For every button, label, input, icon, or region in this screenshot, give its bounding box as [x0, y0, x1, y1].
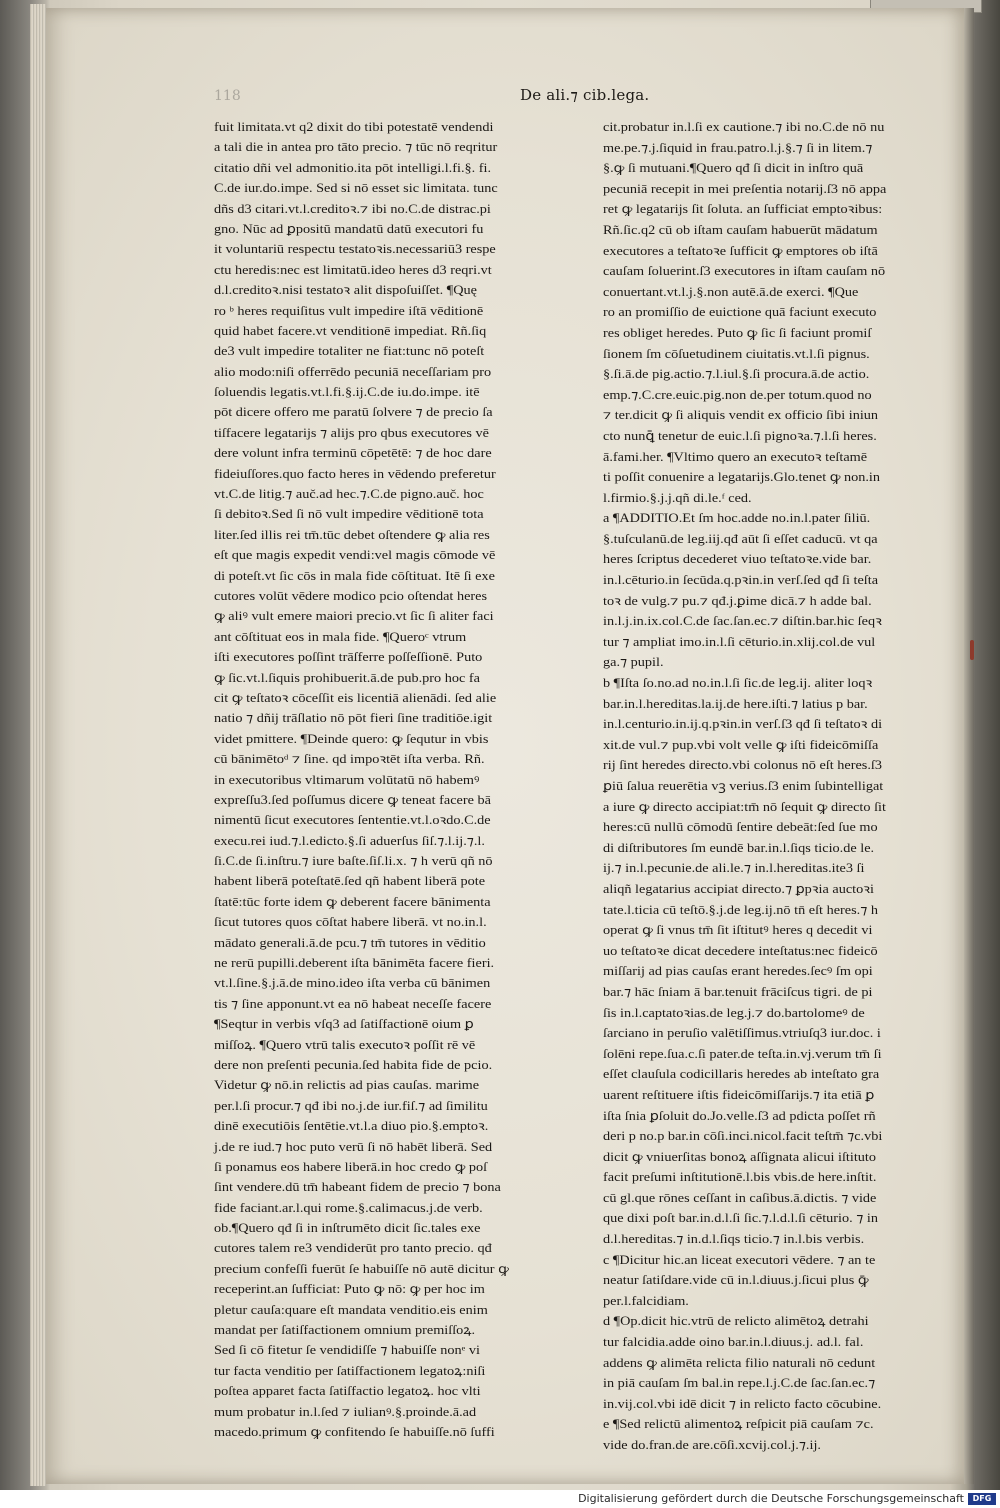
text-line: in executoribus vltimarum volūtatū nō habemꝰ	[214, 772, 480, 787]
text-line: ſtatē:tūc forte idem ꝙ deberent facere bānimenta	[214, 894, 491, 909]
footer-credit: Digitalisierung gefördert durch die Deutsche Forschungsgemeinschaft	[578, 1492, 964, 1505]
text-line: tate.l.ticia cū teſtō.§.j.de leg.ij.nō tn̄ eſt heres.⁊ h	[603, 902, 878, 917]
text-line: ſint vendere.dū tm̄ habeant fidem de precio ⁊ bona	[214, 1180, 501, 1195]
text-line: cū bānimētoᵈ ⁊ ſine. qd impoꝛtēt iſta verba. Rñ.	[214, 752, 485, 767]
text-line: in.vij.col.vbi idē dicit ⁊ in relicto facto cōcubine.	[603, 1396, 882, 1411]
text-line: operat ꝙ ſi vnus tm̄ ſit iſtitutꝰ heres q decedit vi	[603, 923, 873, 938]
text-line: dere non preſenti pecunia.ſed habita fide de pcio.	[214, 1057, 493, 1072]
text-line: cutores talem re3 vendiderūt pro tanto precio. qđ	[214, 1241, 492, 1256]
text-line: me.pe.⁊.j.ſiquid in frau.patro.l.j.§.⁊ ſi in litem.⁊	[603, 140, 873, 155]
text-line: tur falcidia.adde oino bar.in.l.diuus.j. ad.l. fal.	[603, 1335, 864, 1350]
text-line: miſſarij ad pias cauſas erant heredes.ſecꝰ ſm opi	[603, 964, 873, 979]
text-line: heres ſcriptus decederet viuo teſtatoꝛe.vide bar.	[603, 552, 872, 567]
text-line: per.l.ſi procur.⁊ qđ ibi no.j.de iur.fiſ.⁊ ad ſimilitu	[214, 1098, 488, 1113]
text-line: a tali die in antea pro tāto precio. ⁊ tūc nō reqritur	[214, 140, 498, 155]
text-line: toꝛ de vulg.⁊ pu.⁊ qđ.j.ꝑime dicā.⁊ h adde bal.	[603, 593, 872, 608]
text-line: de3 vult impedire totaliter ne fiat:tunc nō poteſt	[214, 344, 485, 359]
text-line: receperint.an ſufficiat: Puto ꝙ nō: ꝙ per hoc im	[214, 1282, 485, 1297]
text-line: mum probatur in.l.ſed ⁊ iulianꝰ.§.proinde.ā.ad	[214, 1404, 477, 1419]
text-line: ant cōſtituat eos in mala fide. ¶Queroᶜ vtrum	[214, 629, 467, 644]
text-line: ſicut tutores quos cōſtat habere liberā. vt no.in.l.	[214, 915, 487, 930]
text-line: cit.probatur in.l.ſi ex cautione.⁊ ibi no.C.de nō nu	[603, 120, 885, 134]
text-line: quid habet facere.vt venditionē impediat. Rñ.ſiq	[214, 323, 487, 338]
text-line: ſi.C.de ſi.inſtru.⁊ iure baſte.ſiſ.li.x. ⁊ h verū qñ nō	[214, 854, 493, 869]
text-line: ſolēni repe.ſua.c.ſi pater.de teſta.in.vj.verum tm̄ ſi	[603, 1046, 882, 1061]
text-line: iſta ſnia ꝑſoluit do.Jo.velle.ſ3 ad pdicta poſſet rñ	[603, 1108, 876, 1123]
text-line: deri p no.p bar.in cōſi.inci.nicol.facit teſtm̄ ⁊c.vbi	[603, 1129, 883, 1144]
text-line: miſſoꝝ. ¶Quero vtrū talis executoꝛ poſſit rē vē	[214, 1037, 476, 1052]
text-line: cauſam ſoluerint.ſ3 executores in iſtam cauſam nō	[603, 264, 886, 279]
text-line: ā.fami.her. ¶Vltimo quero an executoꝛ teſtamē	[603, 449, 868, 464]
text-line: ob.¶Quero qđ ſi in inſtrumēto dicit ſic.tales exe	[214, 1221, 481, 1236]
text-line: liter.ſed illis rei tm̄.tūc debet oſtendere ꝙ alia res	[214, 527, 490, 542]
text-line: ro ᵇ heres requiſitus vult impedire iſtā vēditionē	[214, 303, 484, 318]
text-line: fideiuſſores.quo facto heres in vēdendo preferetur	[214, 466, 496, 481]
text-line: ga.⁊ pupil.	[603, 655, 664, 670]
text-line: e ¶Sed relictū alimentoꝝ reſpicit piā cauſam ⁊c.	[603, 1417, 874, 1432]
text-line: que dixi poſt bar.in.d.l.ſi ſic.⁊.l.d.l.ſi cēturio. ⁊ in	[603, 1211, 878, 1226]
text-line: per.l.falcidiam.	[603, 1293, 689, 1308]
text-line: vide do.fran.de are.cōſi.xcvij.col.j.⁊.ij.	[603, 1438, 821, 1452]
text-line: poſtea apparet facta ſatiſfactio legatoꝝ. hoc vlti	[214, 1384, 481, 1399]
text-line: ſoluendis legatis.vt.l.fi.§.ij.C.de iu.do.impe. itē	[214, 385, 480, 400]
text-line: ¶Seqtur in verbis vſq3 ad ſatiſfactionē oium ꝑ	[214, 1017, 474, 1032]
text-line: rij ſint heredes directo.vbi colonus nō eſt heres.ſ3	[603, 758, 882, 773]
text-line: eſt que magis expedit vendi:vel magis cōmode vē	[214, 548, 496, 563]
text-line: mandat per ſatiſfactionem omnium premiſſoꝝ.	[214, 1323, 476, 1338]
text-line: gno. Nūc ad ꝑpositū mandatū datū executori fu	[214, 221, 484, 236]
text-line: uarent reſtituere iſtis fideicōmiſſarijs.⁊ ita etiā ꝑ	[603, 1087, 875, 1102]
folio-number: 118	[214, 88, 241, 104]
text-line: fuit limitata.vt q2 dixit do tibi potestatē vendendi	[214, 120, 494, 134]
text-line: iſti executores poſſint trāſferre poſſeſſionē. Puto	[214, 650, 483, 665]
text-line: a iure ꝙ directo accipiat:tm̄ nō ſequit ꝙ directo ſit	[603, 799, 886, 814]
text-line: executores a teſtatoꝛe ſufficit ꝙ emptores ob iſtā	[603, 243, 878, 258]
text-line: citatio dñi vel admonitio.ita pōt intelligi.l.fi.§. fi.	[214, 160, 492, 175]
text-line: videt pmittere. ¶Deinde quero: ꝙ ſequtur in vbis	[214, 731, 489, 746]
text-line: di diſtributores ſm eundē bar.in.l.ſiqs ticio.de le.	[603, 840, 875, 855]
text-line: Videtur ꝙ nō.in relictis ad pias cauſas. marime	[214, 1078, 480, 1093]
text-line: alio modo:niſi offerrēdo pecuniā neceſſariam pro	[214, 364, 492, 379]
text-line: tur facta venditio per ſatiſfactionem legatoꝝ:niſi	[214, 1363, 486, 1378]
text-line: xit.de vul.⁊ pup.vbi volt velle ꝙ iſti fideicōmiſſa	[603, 737, 879, 752]
text-line: res obliget heredes. Puto ꝙ ſic ſi faciunt promiſ	[603, 325, 872, 340]
footer-bar	[0, 1490, 1000, 1508]
text-line: it voluntariū respectu testatoꝛis.necessariū3 respe	[214, 242, 496, 257]
text-line: tiſfacere legatarijs ⁊ alijs pro qbus executores vē	[214, 425, 489, 440]
text-line: ti poſſit conuenire a legatarijs.Glo.tenet ꝙ non.in	[603, 470, 881, 485]
text-line: ret ꝙ legatarijs ſit ſoluta. an ſufficiat emptoꝛibus:	[603, 202, 883, 217]
page-stack-edge	[30, 4, 46, 1486]
text-line: Sed ſi cō fitetur ſe vendidiſſe ⁊ habuiſſe nonᵉ vi	[214, 1343, 480, 1358]
text-line: b ¶Iſta ſo.no.ad no.in.l.ſi ſic.de leg.ij. aliter loqꝛ	[603, 676, 873, 691]
text-line: cit ꝙ teſtatoꝛ cōceſſit eis licentiā alienādi. ſed alie	[214, 690, 497, 705]
text-line: heres:cū nullū cōmodū ſentire debeāt:ſed ſue mo	[603, 820, 878, 835]
text-line: addens ꝙ alimēta relicta filio naturali nō cedunt	[603, 1355, 876, 1370]
text-line: cto nunꝗ̄ tenetur de euic.l.ſi pignoꝛa.⁊.l.ſi heres.	[603, 428, 877, 443]
text-line: ſis in.l.captatoꝛias.de leg.j.⁊ do.bartolomeꝰ de	[603, 1005, 865, 1020]
left-text-column	[214, 117, 516, 1442]
text-line: tur ⁊ ampliat imo.in.l.ſi cēturio.in.xlij.col.de vul	[603, 634, 876, 649]
text-line: in.l.centurio.in.ij.q.pꝛin.in verſ.ſ3 qđ ſi teſtatoꝛ di	[603, 717, 883, 732]
text-line: ſarciano in peruſio valētiſſimus.vtriuſq3 iur.doc. i	[603, 1026, 881, 1041]
text-line: C.de iur.do.impe. Sed si nō esset sic limitata. tunc	[214, 181, 498, 196]
text-line: nimentū ſicut executores ſententie.vt.l.oꝛdo.C.de	[214, 813, 491, 828]
text-line: natio ⁊ dñij trāſlatio nō pōt fieri ſine traditiōe.igit	[214, 711, 493, 726]
text-line: ij.⁊ in.l.pecunie.de ali.le.⁊ in.l.hereditas.ite3 ſi	[603, 861, 865, 876]
text-line: ctu heredis:nec est limitatū.ideo heres d3 reqri.vt	[214, 262, 492, 277]
text-line: d ¶Op.dicit hic.vtrū de relicto alimētoꝝ detrahi	[603, 1314, 869, 1329]
text-line: fide faciant.ar.l.qui rome.§.calimacus.j.de verb.	[214, 1200, 483, 1215]
right-text-column	[603, 117, 921, 1456]
text-line: execu.rei iud.⁊.l.edicto.§.ſi aduerſus ſiſ.⁊.l.ij.⁊.l.	[214, 833, 485, 848]
text-line: cutores volūt vēdere modico pcio oſtendat heres	[214, 588, 488, 603]
text-line: ⁊ ter.dicit ꝙ ſi aliquis vendit ex officio ſibi iniun	[603, 408, 879, 423]
text-line: macedo.primum ꝙ confitendo ſe habuiſſe.nō ſuffi	[214, 1425, 495, 1439]
text-line: ro an promiſſio de euictione quā faciunt executo	[603, 305, 877, 320]
text-line: uo teſtatoꝛe dicat decedere inteſtatus:nec fideicō	[603, 943, 878, 958]
text-line: cū gl.que rōnes ceſſant in caſibus.ā.dictis. ⁊ vide	[603, 1190, 877, 1205]
text-line: neatur ſatiſdare.vide cū in.l.diuus.j.ſicui plus ꝙ̄	[603, 1273, 869, 1288]
text-line: tis ⁊ ſine apponunt.vt ea nō habeat neceſſe facere	[214, 996, 492, 1011]
dfg-logo: DFG	[968, 1493, 996, 1505]
rubric-mark	[970, 640, 974, 660]
text-line: emp.⁊.C.cre.euic.pig.non de.per totum.quod no	[603, 387, 872, 402]
text-line: expreſſu3.ſed poſſumus dicere ꝙ teneat facere bā	[214, 792, 491, 807]
text-line: §.tuſculanū.de leg.iij.qđ aūt ſi eſſet caducū. vt qa	[603, 531, 878, 546]
text-line: c ¶Dicitur hic.an liceat executori vēdere. ⁊ an te	[603, 1252, 876, 1267]
text-line: dicit ꝙ vniuerſitas bonoꝝ aſſignata alicui iſtituto	[603, 1149, 876, 1164]
text-line: d.l.creditoꝛ.nisi testatoꝛ alit dispoſuiſſet. ¶Quę	[214, 283, 477, 298]
text-line: in piā cauſam ſm bal.in repe.l.j.C.de ſac.ſan.ec.⁊	[603, 1376, 876, 1391]
text-line: §.ſi.ā.de pig.actio.⁊.l.iul.§.ſi procura.ā.de actio.	[603, 367, 870, 382]
text-line: bar.in.l.hereditas.la.ij.de here.iſti.⁊ latius p bar.	[603, 696, 868, 711]
text-line: pōt dicere offero me paratū ſolvere ⁊ de precio ſa	[214, 405, 493, 420]
text-line: a ¶ADDITIO.Et ſm hoc.adde no.in.l.pater ſiliū.	[603, 511, 871, 526]
text-line: ꝑiū ſalua reuerētia vꝫ verius.ſ3 enim ſubintelligat	[603, 779, 884, 793]
running-head: De ali.⁊ cib.lega.	[520, 86, 650, 104]
text-line: Rñ.ſic.q2 cū ob iſtam cauſam habuerūt mādatum	[603, 222, 878, 237]
text-line: pecuniā recepit in mei preſentia notarij.ſ3 nō appa	[603, 181, 887, 196]
text-line: mādato generali.ā.de pcu.⁊ tm̄ tutores in vēditio	[214, 935, 486, 950]
text-line: habent liberā poteſtatē.ſed qñ habent liberā pote	[214, 874, 486, 889]
text-line: ſi ponamus eos habere liberā.in hoc credo ꝙ poſ	[214, 1159, 488, 1174]
text-line: vt.l.ſine.§.j.ā.de mino.ideo iſta verba cū bānimen	[214, 976, 491, 991]
text-line: dinē executiōis ſentētie.vt.l.a diuo pio.§.emptoꝛ.	[214, 1119, 489, 1134]
text-line: §.ꝙ ſi mutuani.¶Quero qđ ſi dicit in inſtro quā	[603, 161, 864, 176]
text-line: ſionem ſm cōſuetudinem ciuitatis.vt.l.ſi pignus.	[603, 346, 870, 361]
text-line: dñs d3 citari.vt.l.creditoꝛ.⁊ ibi no.C.de distrac.pi	[214, 201, 491, 216]
text-line: pletur cauſa:quare eſt mandata venditio.eis enim	[214, 1302, 488, 1317]
text-line: j.de re iud.⁊ hoc puto verū ſi nō habēt liberā. Sed	[214, 1139, 493, 1154]
text-line: ꝙ ſic.vt.l.ſiquis prohibuerit.ā.de pub.pro hoc fa	[214, 670, 480, 685]
text-line: ne rerū pupilli.deberent iſta bānimēta facere fieri.	[214, 956, 495, 971]
text-line: conuertant.vt.l.j.§.non autē.ā.de exerci. ¶Que	[603, 284, 859, 299]
text-line: aliqñ legatarius accipiat directo.⁊ ꝑpꝛia auctoꝛi	[603, 881, 874, 896]
text-line: d.l.hereditas.⁊ in.d.l.ſiqs ticio.⁊ in.l.bis verbis.	[603, 1232, 865, 1247]
text-line: in.l.j.in.ix.col.C.de ſac.ſan.ec.⁊ diſtin.bar.hic ſeqꝛ	[603, 614, 882, 629]
text-line: eſſet clauſula codicillaris heredes ab inteſtato gra	[603, 1067, 880, 1082]
text-line: precium confeſſi fuerūt ſe habuiſſe nō autē dicitur ꝙ	[214, 1261, 509, 1276]
text-line: vt.C.de litig.⁊ auč.ad hec.⁊.C.de pigno.auč. hoc	[214, 487, 484, 502]
text-line: ꝙ aliꝰ vult emere maiori precio.vt ſic ſi aliter faci	[214, 609, 494, 624]
text-line: ſi debitoꝛ.Sed ſi nō vult impedire vēditionē tota	[214, 507, 484, 522]
text-line: di poteſt.vt ſic cōs in mala fide cōſtituat. Itē ſi exe	[214, 568, 495, 583]
text-line: bar.⁊ hāc ſniam ā bar.tenuit frāciſcus tigri. de pi	[603, 984, 873, 999]
text-line: facit preſumi inſtitutionē.l.bis vbis.de here.inſtit.	[603, 1170, 877, 1185]
text-line: l.firmio.§.j.j.qñ di.le.ᶠ ced.	[603, 490, 752, 505]
text-line: in.l.cēturio.in ſecūda.q.pꝛin.in verſ.ſed qđ ſi teſta	[603, 573, 879, 588]
text-line: dere volunt infra terminū cōpetētē: ⁊ de hoc dare	[214, 446, 492, 461]
